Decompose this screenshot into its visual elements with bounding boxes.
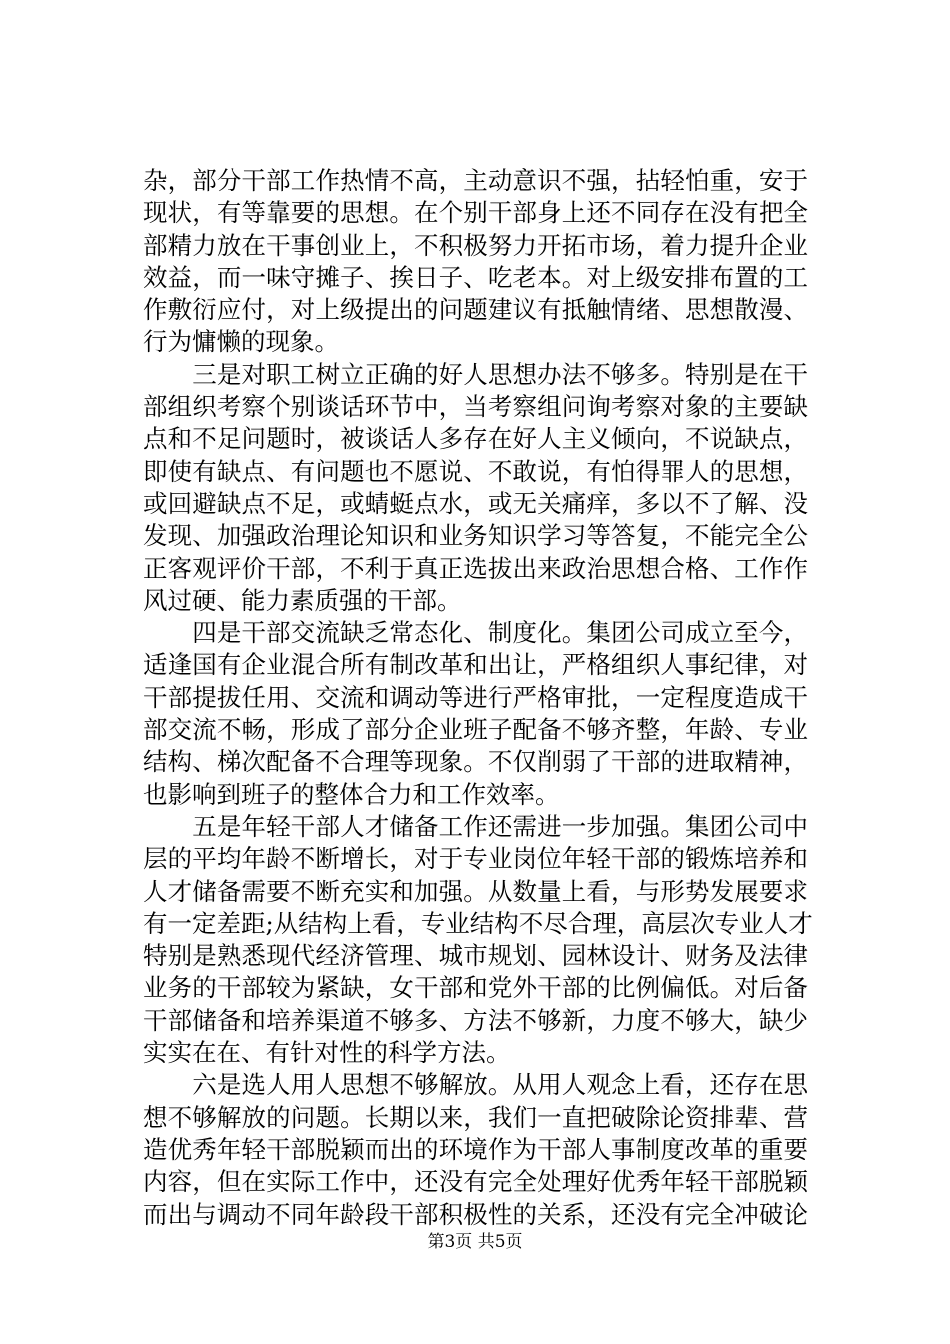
text-line: 结构、梯次配备不合理等现象。不仅削弱了干部的进取精神， [143,747,808,777]
text-line: 也影响到班子的整体合力和工作效率。 [143,779,560,809]
text-line: 作敷衍应付，对上级提出的问题建议有抵触情绪、思想散漫、 [143,295,808,325]
text-line: 现状，有等靠要的思想。在个别干部身上还不同存在没有把全 [143,198,808,228]
text-line: 业务的干部较为紧缺，女干部和党外干部的比例偏低。对后备 [143,973,808,1003]
text-line: 想不够解放的问题。长期以来，我们一直把破除论资排辈、营 [143,1102,808,1132]
text-line: 部精力放在干事创业上，不积极努力开拓市场，着力提升企业 [143,230,808,260]
text-line: 人才储备需要不断充实和加强。从数量上看，与形势发展要求 [143,876,808,906]
text-line: 或回避缺点不足，或蜻蜓点水，或无关痛痒，多以不了解、没 [143,488,808,518]
text-line: 部交流不畅，形成了部分企业班子配备不够齐整，年龄、专业 [143,715,808,745]
text-line: 正客观评价干部，不利于真正选拔出来政治思想合格、工作作 [143,553,808,583]
text-line: 而出与调动不同年龄段干部积极性的关系，还没有完全冲破论 [143,1199,808,1229]
text-line: 三是对职工树立正确的好人思想办法不够多。特别是在干 [143,359,808,389]
text-line: 六是选人用人思想不够解放。从用人观念上看，还存在思 [143,1070,808,1100]
text-line: 即使有缺点、有问题也不愿说、不敢说，有怕得罪人的思想， [143,456,808,486]
text-line: 点和不足问题时，被谈话人多存在好人主义倾向，不说缺点， [143,424,808,454]
text-line: 部组织考察个别谈话环节中，当考察组问询考察对象的主要缺 [143,392,808,422]
text-line: 干部提拔任用、交流和调动等进行严格审批，一定程度造成干 [143,682,808,712]
text-line: 实实在在、有针对性的科学方法。 [143,1038,511,1068]
text-line: 四是干部交流缺乏常态化、制度化。集团公司成立至今， [143,618,808,648]
page-footer: 第3页 共5页 [427,1232,523,1252]
text-line: 行为慵懒的现象。 [143,327,339,357]
text-line: 造优秀年轻干部脱颖而出的环境作为干部人事制度改革的重要 [143,1134,808,1164]
text-line: 层的平均年龄不断增长，对于专业岗位年轻干部的锻炼培养和 [143,844,808,874]
text-line: 风过硬、能力素质强的干部。 [143,585,462,615]
text-line: 特别是熟悉现代经济管理、城市规划、园林设计、财务及法律 [143,941,808,971]
text-line: 杂，部分干部工作热情不高，主动意识不强，拈轻怕重，安于 [143,166,808,195]
text-line: 内容，但在实际工作中，还没有完全处理好优秀年轻干部脱颖 [143,1167,808,1197]
text-line: 效益，而一味守摊子、挨日子、吃老本。对上级安排布置的工 [143,262,808,292]
text-line: 五是年轻干部人才储备工作还需进一步加强。集团公司中 [143,811,808,841]
text-line: 有一定差距;从结构上看，专业结构不尽合理，高层次专业人才 [143,908,813,938]
text-line: 干部储备和培养渠道不够多、方法不够新，力度不够大，缺少 [143,1005,808,1035]
body-text [143,165,813,1231]
text-line: 发现、加强政治理论知识和业务知识学习等答复，不能完全公 [143,521,808,551]
text-line: 适逢国有企业混合所有制改革和出让，严格组织人事纪律，对 [143,650,808,680]
